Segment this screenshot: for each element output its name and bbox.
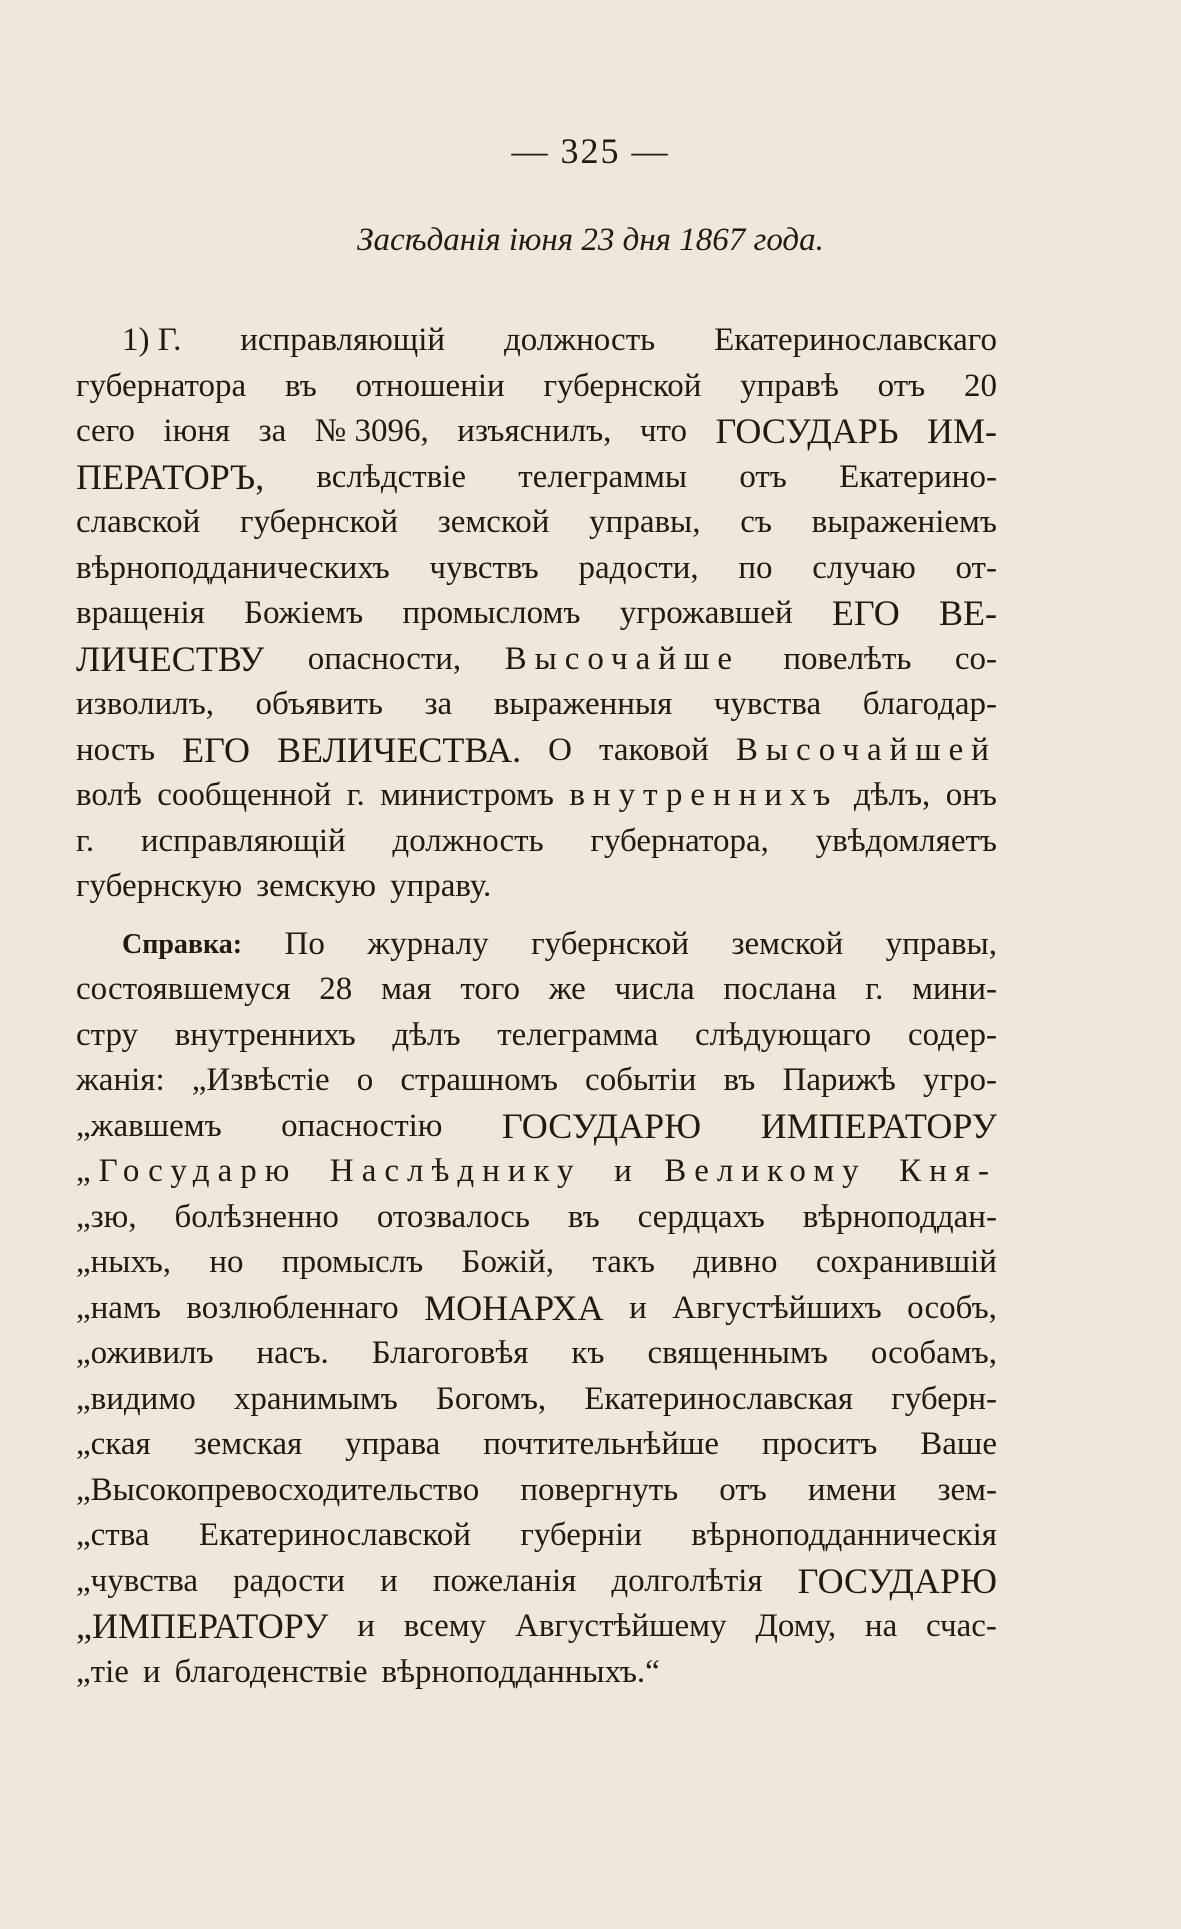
word: что bbox=[639, 413, 687, 449]
word: „оживилъ bbox=[76, 1335, 214, 1371]
word: ПЕРАТОРЪ, bbox=[76, 456, 265, 497]
word: журналу bbox=[367, 925, 489, 962]
word: но bbox=[209, 1244, 244, 1280]
word: чувства bbox=[713, 686, 822, 722]
word: болѣзненно bbox=[174, 1198, 339, 1235]
session-heading: Засѣданія іюня 23 дня 1867 года. bbox=[357, 222, 824, 258]
word: повелѣть bbox=[783, 640, 912, 677]
word: имени bbox=[807, 1471, 897, 1508]
text-line bbox=[76, 364, 997, 410]
word: Екатеринославскаго bbox=[714, 322, 997, 358]
word: ЕГО bbox=[182, 729, 251, 770]
word: ИМПЕРАТОРУ bbox=[760, 1105, 997, 1146]
word: отношеніи bbox=[355, 367, 505, 404]
word: промысломъ bbox=[402, 595, 581, 631]
word: промыслъ bbox=[281, 1244, 424, 1280]
word: 1) Г. bbox=[122, 322, 182, 358]
word: на bbox=[864, 1608, 898, 1644]
word: числа bbox=[614, 971, 695, 1007]
word: губернской bbox=[240, 504, 398, 540]
word: земскую bbox=[256, 868, 377, 904]
word: изъяснилъ, bbox=[457, 413, 612, 449]
word: управы, bbox=[589, 504, 701, 540]
text-line bbox=[76, 682, 997, 728]
word: МОНАРХА bbox=[424, 1287, 604, 1328]
word: губернской bbox=[543, 367, 702, 404]
word: Августѣйшему bbox=[514, 1608, 727, 1644]
word: ГОСУДАРЮ bbox=[797, 1560, 997, 1601]
word: вслѣдствіе bbox=[316, 458, 467, 495]
word: земской bbox=[731, 925, 844, 962]
word: По bbox=[284, 925, 325, 962]
word: „тіе bbox=[76, 1653, 129, 1690]
word: случаю bbox=[812, 549, 916, 586]
word: от- bbox=[955, 549, 997, 586]
word: губернскую bbox=[76, 868, 243, 904]
word: того bbox=[460, 971, 521, 1007]
word: выраженныя bbox=[493, 686, 673, 722]
page-number: — 325 — bbox=[511, 131, 670, 171]
word: послана bbox=[723, 971, 837, 1007]
word: вращенія bbox=[76, 595, 205, 631]
word: за bbox=[424, 686, 453, 722]
word: Кня- bbox=[899, 1153, 997, 1189]
word: „ская bbox=[76, 1426, 151, 1462]
word: благодар- bbox=[862, 686, 997, 722]
word: „чувства bbox=[76, 1562, 198, 1599]
word: о bbox=[356, 1062, 374, 1098]
word: исправляющій bbox=[140, 822, 346, 859]
word: опасностію bbox=[281, 1107, 443, 1144]
word: за bbox=[258, 413, 287, 449]
text-line bbox=[76, 1650, 997, 1696]
word: Благоговѣя bbox=[371, 1335, 529, 1371]
word: губерніи bbox=[520, 1517, 642, 1553]
text-line bbox=[76, 1013, 997, 1059]
word: „Государю bbox=[76, 1153, 298, 1189]
word: содер- bbox=[907, 1016, 997, 1053]
word: „намъ bbox=[76, 1289, 161, 1326]
text-line bbox=[76, 1149, 997, 1195]
text-line bbox=[76, 1240, 997, 1286]
word: такъ bbox=[592, 1244, 655, 1280]
text-line bbox=[76, 922, 997, 968]
word: опасности, bbox=[307, 640, 462, 677]
word: къ bbox=[571, 1335, 605, 1371]
word: объявить bbox=[255, 686, 383, 722]
word: событіи bbox=[585, 1062, 697, 1098]
word: управа bbox=[345, 1426, 441, 1462]
word: въ bbox=[567, 1198, 600, 1235]
word: „Извѣстіе bbox=[191, 1062, 330, 1098]
text-line bbox=[76, 500, 997, 546]
word: Екатеринославской bbox=[198, 1517, 471, 1553]
word: таковой bbox=[599, 731, 709, 768]
word: и bbox=[357, 1608, 375, 1644]
word: должность bbox=[392, 822, 544, 859]
word: губернатора, bbox=[590, 822, 769, 859]
word: сохранившій bbox=[815, 1244, 997, 1280]
word: радости bbox=[233, 1562, 346, 1599]
word: „зю, bbox=[76, 1198, 137, 1235]
word: земская bbox=[193, 1426, 303, 1462]
word: почтительнѣйше bbox=[483, 1426, 720, 1462]
text-line bbox=[76, 773, 997, 819]
word: № 3096, bbox=[314, 413, 429, 449]
word: въ bbox=[284, 367, 317, 404]
word: Богомъ, bbox=[435, 1380, 547, 1417]
word: внутреннихъ bbox=[174, 1016, 356, 1053]
word: управѣ bbox=[740, 367, 839, 404]
body-text bbox=[76, 318, 997, 1695]
word: угро- bbox=[922, 1062, 997, 1098]
word: въ bbox=[723, 1062, 756, 1098]
word: проситъ bbox=[762, 1426, 878, 1462]
word: и bbox=[629, 1289, 647, 1326]
word: жанія: bbox=[76, 1062, 165, 1098]
word: „ныхъ, bbox=[76, 1244, 172, 1280]
word: отъ bbox=[739, 458, 787, 495]
text-line bbox=[76, 1331, 997, 1377]
word: радости, bbox=[578, 549, 699, 586]
word: Наслѣднику bbox=[329, 1153, 582, 1189]
word: Божіемъ bbox=[244, 595, 364, 631]
word: Августѣйшихъ bbox=[672, 1289, 882, 1326]
word: повергнуть bbox=[520, 1471, 679, 1508]
word: Ваше bbox=[920, 1426, 997, 1462]
word: страшномъ bbox=[400, 1062, 558, 1098]
text-line bbox=[76, 967, 997, 1013]
word: сердцахъ bbox=[637, 1198, 765, 1235]
word: ВЕЛИЧЕСТВА. bbox=[277, 729, 522, 770]
word: „Высокопревосходительство bbox=[76, 1471, 480, 1508]
word: вѣрноподданныхъ.“ bbox=[381, 1653, 660, 1690]
word: отъ bbox=[877, 367, 926, 404]
text-line bbox=[76, 318, 997, 364]
text-line bbox=[76, 1513, 997, 1559]
word: священнымъ bbox=[647, 1335, 828, 1371]
word: г. bbox=[865, 971, 884, 1007]
word: мая bbox=[381, 971, 432, 1007]
word: Справка: bbox=[122, 928, 243, 960]
word: Высочайшей bbox=[735, 731, 997, 768]
word: ЕГО bbox=[831, 593, 900, 633]
word: сего bbox=[76, 413, 135, 449]
word: хранимымъ bbox=[233, 1380, 398, 1417]
text-line bbox=[76, 1422, 997, 1468]
word: дѣлъ, bbox=[853, 777, 931, 813]
word: отъ bbox=[719, 1471, 767, 1508]
word: со- bbox=[954, 640, 997, 677]
word: земской bbox=[437, 504, 550, 540]
word: дивно bbox=[693, 1244, 778, 1280]
word: состоявшемуся bbox=[76, 971, 291, 1007]
word: исправляющій bbox=[240, 322, 446, 358]
word: Великому bbox=[664, 1153, 867, 1189]
text-line bbox=[76, 591, 997, 637]
word: дѣлъ bbox=[392, 1016, 461, 1053]
word: губерн- bbox=[891, 1380, 997, 1417]
word: 28 bbox=[319, 971, 353, 1007]
word: же bbox=[548, 971, 586, 1007]
word: долголѣтія bbox=[611, 1562, 763, 1599]
word: Высочайше bbox=[504, 640, 740, 677]
word: Дому, bbox=[755, 1608, 837, 1644]
word: слѣдующаго bbox=[694, 1016, 872, 1053]
text-line bbox=[76, 819, 997, 865]
word: ИМ- bbox=[927, 411, 997, 451]
word: зем- bbox=[937, 1471, 997, 1508]
text-line bbox=[76, 864, 997, 910]
word: онъ bbox=[945, 777, 997, 813]
word: изволилъ, bbox=[76, 686, 215, 722]
word: благоденствіе bbox=[174, 1653, 368, 1690]
word: министромъ bbox=[380, 777, 554, 813]
word: съ bbox=[740, 504, 772, 540]
word: „жавшемъ bbox=[76, 1107, 222, 1144]
text-line bbox=[76, 1104, 997, 1150]
word: Парижѣ bbox=[782, 1062, 896, 1098]
word: особъ, bbox=[907, 1289, 997, 1326]
word: ГОСУДАРЮ bbox=[501, 1105, 702, 1146]
word: отозвалось bbox=[376, 1198, 530, 1235]
word: и bbox=[380, 1562, 398, 1599]
word: Екатеринославская bbox=[584, 1380, 854, 1417]
word: выраженіемъ bbox=[811, 504, 997, 540]
word: и bbox=[614, 1153, 632, 1189]
word: телеграммы bbox=[518, 458, 688, 495]
word: славской bbox=[76, 504, 201, 540]
word: вѣрноподдан- bbox=[802, 1198, 997, 1235]
word: особамъ, bbox=[870, 1335, 997, 1371]
word: управы, bbox=[885, 925, 997, 962]
word: 20 bbox=[963, 367, 997, 404]
text-line bbox=[76, 1377, 997, 1423]
word: Екатерино- bbox=[839, 458, 997, 495]
word: всему bbox=[403, 1608, 487, 1644]
word: возлюбленнаго bbox=[186, 1289, 399, 1326]
text-line bbox=[76, 1559, 997, 1605]
text-line bbox=[76, 1286, 997, 1332]
text-line bbox=[76, 1058, 997, 1104]
word: насъ. bbox=[256, 1335, 329, 1371]
word: г. bbox=[76, 822, 95, 859]
word: сообщенной bbox=[157, 777, 332, 813]
word: губернатора bbox=[76, 367, 247, 404]
word: г. bbox=[346, 777, 365, 813]
word: увѣдомляетъ bbox=[815, 822, 997, 859]
text-line bbox=[76, 728, 997, 774]
word: чувствъ bbox=[429, 549, 539, 586]
word: „видимо bbox=[76, 1380, 196, 1417]
word: вѣрноподданическихъ bbox=[76, 549, 390, 586]
text-line bbox=[76, 409, 997, 455]
word: должность bbox=[503, 322, 656, 358]
word: О bbox=[548, 731, 572, 768]
word: управу. bbox=[390, 868, 492, 904]
word: іюня bbox=[163, 413, 231, 449]
word: по bbox=[738, 549, 773, 586]
word: пожеланія bbox=[432, 1562, 577, 1599]
word: Божій, bbox=[461, 1244, 555, 1280]
word: внутреннихъ bbox=[569, 777, 839, 813]
text-line bbox=[76, 1468, 997, 1514]
word: счас- bbox=[926, 1608, 997, 1644]
word: угрожавшей bbox=[619, 595, 793, 631]
word: „ИМПЕРАТОРУ bbox=[76, 1606, 329, 1646]
word: волѣ bbox=[76, 777, 142, 813]
text-line bbox=[76, 546, 997, 592]
word: ВЕ- bbox=[939, 593, 997, 633]
word: „ства bbox=[76, 1517, 150, 1553]
word: и bbox=[142, 1653, 161, 1690]
word: ЛИЧЕСТВУ bbox=[76, 638, 265, 679]
text-line bbox=[76, 1195, 997, 1241]
word: стру bbox=[76, 1016, 139, 1053]
word: телеграмма bbox=[497, 1016, 659, 1053]
word: вѣрноподданническія bbox=[691, 1517, 997, 1553]
text-line bbox=[76, 637, 997, 683]
text-line bbox=[76, 455, 997, 501]
word: губернской bbox=[531, 925, 690, 962]
word: ность bbox=[76, 731, 156, 768]
word: ГОСУДАРЬ bbox=[715, 411, 899, 451]
word: мини- bbox=[912, 971, 997, 1007]
text-line bbox=[76, 1604, 997, 1650]
